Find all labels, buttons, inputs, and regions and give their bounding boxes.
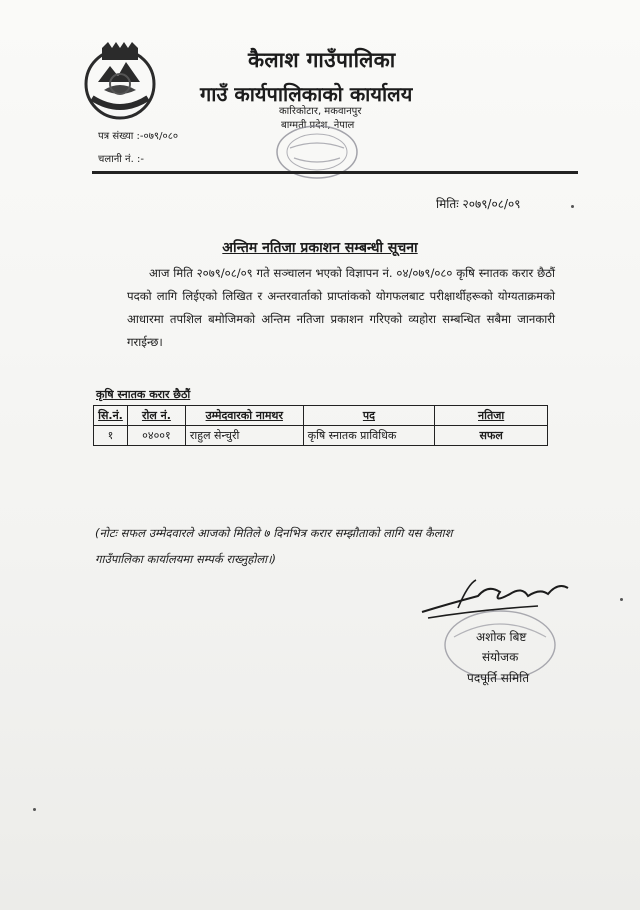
cell-name: राहुल सेन्चुरी — [185, 426, 303, 446]
table-row — [94, 426, 548, 446]
signatory-name: अशोक बिष्ट — [476, 630, 527, 644]
cell-post: कृषि स्नातक प्राविधिक — [303, 426, 435, 446]
header-divider — [92, 171, 578, 174]
note-line: गाउँपालिका कार्यालयमा सम्पर्क राख्नुहोला।) — [95, 552, 276, 566]
letter-number: पत्र संख्या :-०७९/०८० — [98, 131, 179, 142]
ink-dot — [33, 808, 36, 811]
dispatch-number: चलानी नं. :- — [98, 154, 144, 165]
address-line-2: बाग्मती प्रदेश, नेपाल — [281, 120, 355, 131]
municipality-name: कैलाश गाउँपालिका — [248, 48, 396, 72]
column-header: रोल नं. — [127, 406, 185, 426]
ink-dot — [620, 598, 623, 601]
office-name: गाउँ कार्यपालिकाको कार्यालय — [200, 82, 413, 106]
cell-roll: ०४००१ — [127, 426, 185, 446]
cell-result: सफल — [435, 426, 548, 446]
column-header: उम्मेदवारको नामथर — [185, 406, 303, 426]
cell-serial: १ — [94, 426, 128, 446]
column-header: सि.नं. — [94, 406, 128, 426]
notice-body: आज मिति २०७९/०८/०९ गते सञ्चालन भएको विज्ञापन नं. ०४/०७९/०८० कृषि स्नातक करार छैठौं पदको लागि लिईएको लिखित र अन्तरवार्ताको प्राप्तांकको योगफलबाट परीक्षार्थीहरूको योग्यताक्रमको आधारमा तपशिल बमोजिमको अन्तिम नतिजा प्रकाशन गरिएको व्यहोरा सम्बन्धित सबैमा जानकारी गराईन्छ। — [127, 266, 555, 349]
nepal-emblem-icon — [78, 42, 162, 122]
address-line-1: कारिकोटार, मकवानपुर — [279, 106, 362, 117]
results-table — [93, 405, 548, 446]
column-header: नतिजा — [435, 406, 548, 426]
column-header: पद — [303, 406, 435, 426]
results-section-title: कृषि स्नातक करार छैठौं — [96, 388, 191, 401]
note-text — [95, 520, 555, 572]
notice-heading: अन्तिम नतिजा प्रकाशन सम्बन्धी सूचना — [222, 240, 418, 256]
signatory-committee: पदपूर्ति समिति — [467, 671, 530, 685]
letter-date: मितिः २०७९/०८/०९ — [436, 197, 521, 211]
table-header-row — [94, 406, 548, 426]
signatory-role: संयोजक — [482, 650, 519, 664]
ink-dot — [571, 205, 574, 208]
note-line: (नोटः सफल उम्मेदवारले आजको मितिले ७ दिनभित्र करार सम्झौताको लागि यस कैलाश — [95, 526, 453, 540]
